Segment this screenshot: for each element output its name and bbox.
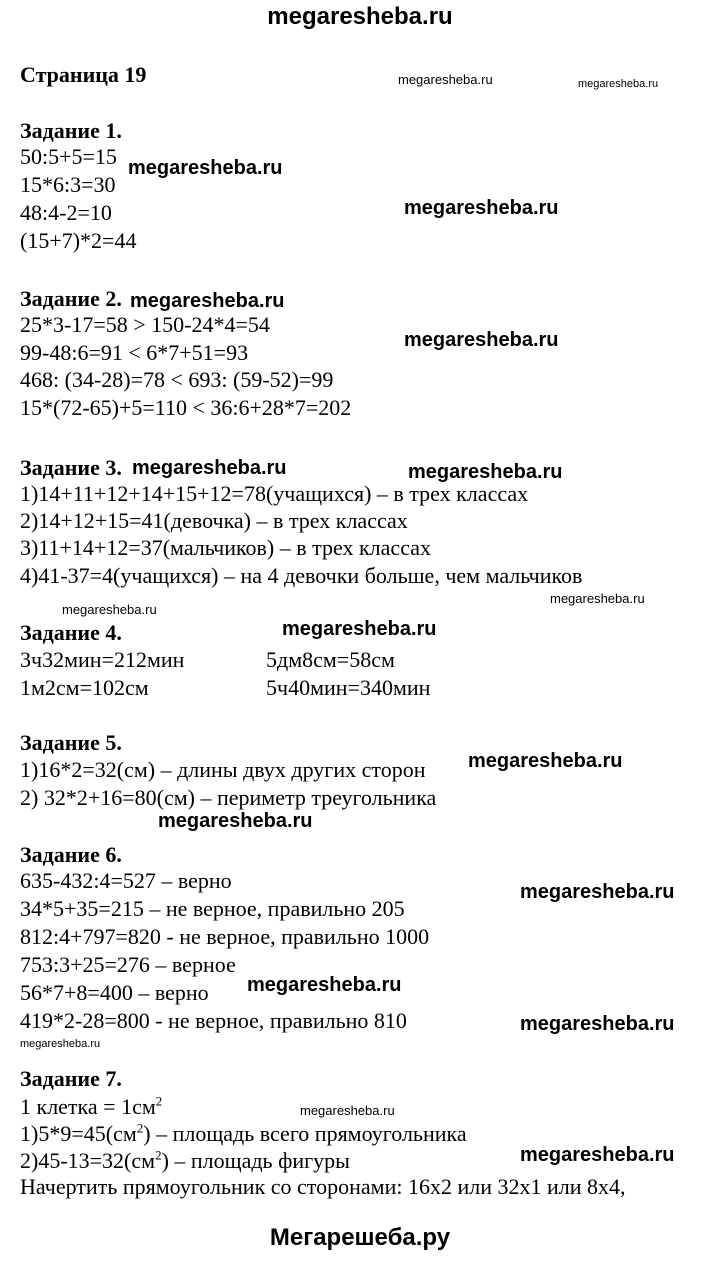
task7-cell-line xyxy=(20,1094,162,1120)
task1-heading: Задание 1. xyxy=(20,118,122,143)
task7-area-line xyxy=(20,1121,467,1147)
watermark: megaresheba.ru xyxy=(62,602,157,617)
task4-left-line: 1м2см=102см xyxy=(20,675,149,700)
task7-area-text-a: 1)5*9=45(см xyxy=(20,1121,137,1146)
site-title-bottom: Мегарешеба.ру xyxy=(269,1224,451,1251)
watermark: megaresheba.ru xyxy=(520,1144,675,1166)
watermark: megaresheba.ru xyxy=(20,1038,101,1050)
task2-heading: Задание 2. xyxy=(20,286,122,311)
task7-heading: Задание 7. xyxy=(20,1066,122,1091)
watermark: megaresheba.ru xyxy=(550,591,645,606)
task5-line: 1)16*2=32(см) – длины двух других сторон xyxy=(20,757,426,782)
task1-line: 50:5+5=15 xyxy=(20,144,117,169)
superscript: 2 xyxy=(155,1147,162,1163)
site-title-top: megaresheba.ru xyxy=(267,3,453,30)
task5-line: 2) 32*2+16=80(см) – периметр треугольника xyxy=(20,785,437,810)
task1-line: 48:4-2=10 xyxy=(20,200,112,225)
watermark: megaresheba.ru xyxy=(158,810,313,832)
watermark: megaresheba.ru xyxy=(520,881,675,903)
task6-line: 635-432:4=527 – верно xyxy=(20,868,232,893)
task2-line: 25*3-17=58 > 150-24*4=54 xyxy=(20,312,270,337)
task7-area-text-b: ) – площадь всего прямоугольника xyxy=(143,1121,467,1146)
task7-last-line: Начертить прямоугольник со сторонами: 16х2 или 32х1 или 8х4, xyxy=(20,1174,626,1199)
watermark: megaresheba.ru xyxy=(404,197,559,219)
task1-line: (15+7)*2=44 xyxy=(20,228,137,253)
task2-line: 15*(72-65)+5=110 < 36:6+28*7=202 xyxy=(20,395,352,420)
superscript: 2 xyxy=(155,1093,163,1109)
watermark: megaresheba.ru xyxy=(300,1103,395,1118)
watermark: megaresheba.ru xyxy=(130,290,285,312)
task6-line: 812:4+797=820 - не верное, правильно 1000 xyxy=(20,924,430,949)
watermark: megaresheba.ru xyxy=(468,750,623,772)
task3-line: 4)41-37=4(учащихся) – на 4 девочки больше, чем мальчиков xyxy=(20,563,583,588)
task6-line: 56*7+8=400 – верно xyxy=(20,980,209,1005)
superscript: 2 xyxy=(136,1120,144,1136)
task6-line: 34*5+35=215 – не верное, правильно 205 xyxy=(20,896,405,921)
watermark: megaresheba.ru xyxy=(404,329,559,351)
watermark: megaresheba.ru xyxy=(578,78,659,90)
task7-figure-line xyxy=(20,1148,350,1174)
task2-line: 99-48:6=91 < 6*7+51=93 xyxy=(20,340,249,365)
task6-line: 753:3+25=276 – верное xyxy=(20,952,236,977)
task7-figure-text-a: 2)45-13=32(см xyxy=(20,1148,156,1173)
watermark: megaresheba.ru xyxy=(282,618,437,640)
task3-line: 3)11+14+12=37(мальчиков) – в трех классах xyxy=(20,535,431,560)
task4-right-line: 5дм8см=58см xyxy=(266,647,395,672)
watermark: megaresheba.ru xyxy=(398,72,493,87)
task4-right-line: 5ч40мин=340мин xyxy=(266,675,431,700)
watermark: megaresheba.ru xyxy=(520,1013,675,1035)
task4-left-line: 3ч32мин=212мин xyxy=(20,647,185,672)
task3-line: 1)14+11+12+14+15+12=78(учащихся) – в трех классах xyxy=(20,481,529,506)
watermark: megaresheba.ru xyxy=(128,157,283,179)
page-title: Страница 19 xyxy=(20,62,147,87)
task7-figure-text-b: ) – площадь фигуры xyxy=(161,1148,350,1173)
watermark: megaresheba.ru xyxy=(408,461,563,483)
watermark: megaresheba.ru xyxy=(247,974,402,996)
task6-heading: Задание 6. xyxy=(20,842,122,867)
task3-line: 2)14+12+15=41(девочка) – в трех классах xyxy=(20,508,408,533)
task2-line: 468: (34-28)=78 < 693: (59-52)=99 xyxy=(20,367,334,392)
task6-line: 419*2-28=800 - не верное, правильно 810 xyxy=(20,1008,407,1033)
task4-heading: Задание 4. xyxy=(20,620,122,645)
task3-heading: Задание 3. xyxy=(20,455,122,480)
watermark: megaresheba.ru xyxy=(132,457,287,479)
task7-cell-text: 1 клетка = 1см xyxy=(20,1094,156,1119)
task5-heading: Задание 5. xyxy=(20,730,122,755)
task1-line: 15*6:3=30 xyxy=(20,172,116,197)
